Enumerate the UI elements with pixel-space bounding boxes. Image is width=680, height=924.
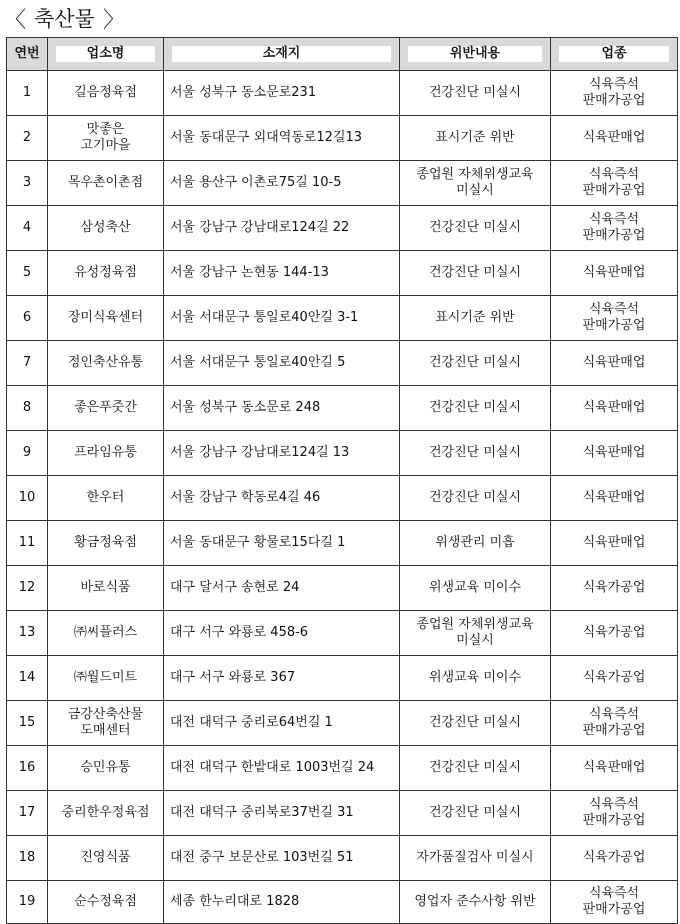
cell-address: 서울 강남구 강남대로124길 22 xyxy=(164,206,400,251)
cell-business-name: 삼성축산 xyxy=(48,206,164,251)
cell-row-number: 6 xyxy=(7,296,48,341)
cell-address: 서울 강남구 학동로4길 46 xyxy=(164,476,400,521)
cell-row-number: 8 xyxy=(7,386,48,431)
cell-violation: 건강진단 미실시 xyxy=(400,251,551,296)
cell-row-number: 18 xyxy=(7,836,48,881)
cell-row-number: 16 xyxy=(7,746,48,791)
table-row xyxy=(7,791,678,836)
cell-business-name: 맛좋은 고기마을 xyxy=(48,116,164,161)
cell-row-number: 12 xyxy=(7,566,48,611)
cell-business-type: 식육즉석 판매가공업 xyxy=(551,881,678,924)
table-row xyxy=(7,71,678,116)
cell-address: 대구 서구 와룡로 458-6 xyxy=(164,611,400,656)
cell-address: 서울 동대문구 외대역동로12길13 xyxy=(164,116,400,161)
cell-business-type: 식육판매업 xyxy=(551,521,678,566)
cell-business-type: 식육판매업 xyxy=(551,116,678,161)
cell-business-name: 목우촌이촌점 xyxy=(48,161,164,206)
cell-violation: 표시기준 위반 xyxy=(400,116,551,161)
chevron-right-icon[interactable]: 〉 xyxy=(102,7,125,33)
cell-violation: 건강진단 미실시 xyxy=(400,476,551,521)
table-header-row xyxy=(7,38,678,71)
table-body xyxy=(7,71,678,924)
cell-address: 서울 성북구 동소문로231 xyxy=(164,71,400,116)
table-row xyxy=(7,386,678,431)
cell-business-name: 순수정육점 xyxy=(48,881,164,924)
column-header-no: 연번 xyxy=(7,38,48,71)
cell-row-number: 17 xyxy=(7,791,48,836)
cell-violation: 종업원 자체위생교육 미실시 xyxy=(400,161,551,206)
table-row xyxy=(7,881,678,924)
cell-row-number: 2 xyxy=(7,116,48,161)
page-title: 축산물 xyxy=(34,7,95,31)
cell-violation: 건강진단 미실시 xyxy=(400,386,551,431)
cell-violation: 위생교육 미이수 xyxy=(400,566,551,611)
cell-business-type: 식육판매업 xyxy=(551,341,678,386)
cell-address: 서울 서대문구 통일로40안길 5 xyxy=(164,341,400,386)
cell-business-name: 바로식품 xyxy=(48,566,164,611)
cell-row-number: 5 xyxy=(7,251,48,296)
cell-violation: 표시기준 위반 xyxy=(400,296,551,341)
cell-row-number: 11 xyxy=(7,521,48,566)
cell-business-name: 장미식육센터 xyxy=(48,296,164,341)
cell-business-name: ㈜월드미트 xyxy=(48,656,164,701)
table-row xyxy=(7,836,678,881)
cell-business-type: 식육가공업 xyxy=(551,566,678,611)
cell-violation: 건강진단 미실시 xyxy=(400,791,551,836)
cell-address: 대구 서구 와룡로 367 xyxy=(164,656,400,701)
cell-violation: 건강진단 미실시 xyxy=(400,746,551,791)
table-row xyxy=(7,746,678,791)
table-row xyxy=(7,341,678,386)
cell-address: 서울 강남구 논현동 144-13 xyxy=(164,251,400,296)
table-row xyxy=(7,206,678,251)
cell-violation: 건강진단 미실시 xyxy=(400,701,551,746)
cell-address: 대구 달서구 송현로 24 xyxy=(164,566,400,611)
cell-business-type: 식육판매업 xyxy=(551,431,678,476)
column-header-business-type: 업종 xyxy=(551,38,678,71)
cell-business-type: 식육판매업 xyxy=(551,386,678,431)
cell-violation: 위생관리 미흡 xyxy=(400,521,551,566)
cell-business-name: 중리한우정육점 xyxy=(48,791,164,836)
cell-row-number: 10 xyxy=(7,476,48,521)
column-header-name: 업소명 xyxy=(48,38,164,71)
cell-business-type: 식육판매업 xyxy=(551,746,678,791)
cell-violation: 위생교육 미이수 xyxy=(400,656,551,701)
cell-business-type: 식육가공업 xyxy=(551,656,678,701)
cell-row-number: 14 xyxy=(7,656,48,701)
page-header xyxy=(4,4,125,32)
cell-address: 서울 성북구 동소문로 248 xyxy=(164,386,400,431)
cell-business-name: ㈜씨플러스 xyxy=(48,611,164,656)
cell-business-name: 황금정육점 xyxy=(48,521,164,566)
cell-address: 세종 한누리대로 1828 xyxy=(164,881,400,924)
cell-address: 대전 대덕구 중리북로37번길 31 xyxy=(164,791,400,836)
table-row xyxy=(7,476,678,521)
cell-business-name: 금강산축산물 도매센터 xyxy=(48,701,164,746)
column-header-address: 소재지 xyxy=(164,38,400,71)
cell-address: 서울 동대문구 황물로15다길 1 xyxy=(164,521,400,566)
table-row xyxy=(7,656,678,701)
cell-business-name: 진영식품 xyxy=(48,836,164,881)
cell-violation: 건강진단 미실시 xyxy=(400,431,551,476)
cell-violation: 자가품질검사 미실시 xyxy=(400,836,551,881)
cell-violation: 종업원 자체위생교육 미실시 xyxy=(400,611,551,656)
cell-violation: 건강진단 미실시 xyxy=(400,341,551,386)
cell-business-type: 식육즉석 판매가공업 xyxy=(551,206,678,251)
cell-row-number: 3 xyxy=(7,161,48,206)
cell-business-name: 좋은푸줏간 xyxy=(48,386,164,431)
cell-business-name: 승민유통 xyxy=(48,746,164,791)
cell-row-number: 13 xyxy=(7,611,48,656)
cell-business-type: 식육즉석 판매가공업 xyxy=(551,791,678,836)
cell-address: 서울 용산구 이촌로75길 10-5 xyxy=(164,161,400,206)
table-row xyxy=(7,161,678,206)
cell-business-name: 유성정육점 xyxy=(48,251,164,296)
cell-business-type: 식육판매업 xyxy=(551,251,678,296)
cell-business-type: 식육가공업 xyxy=(551,836,678,881)
cell-address: 서울 강남구 강남대로124길 13 xyxy=(164,431,400,476)
table-row xyxy=(7,521,678,566)
cell-row-number: 1 xyxy=(7,71,48,116)
cell-business-type: 식육가공업 xyxy=(551,611,678,656)
cell-business-name: 한우터 xyxy=(48,476,164,521)
cell-violation: 건강진단 미실시 xyxy=(400,206,551,251)
cell-business-name: 길음정육점 xyxy=(48,71,164,116)
cell-business-type: 식육판매업 xyxy=(551,476,678,521)
cell-row-number: 7 xyxy=(7,341,48,386)
cell-address: 대전 대덕구 중리로64번길 1 xyxy=(164,701,400,746)
cell-address: 대전 대덕구 한밭대로 1003번길 24 xyxy=(164,746,400,791)
cell-business-name: 프라임유통 xyxy=(48,431,164,476)
cell-address: 서울 서대문구 통일로40안길 3-1 xyxy=(164,296,400,341)
table-row xyxy=(7,701,678,746)
cell-business-name: 정인축산유통 xyxy=(48,341,164,386)
cell-row-number: 19 xyxy=(7,881,48,924)
cell-business-type: 식육즉석 판매가공업 xyxy=(551,161,678,206)
table-row xyxy=(7,431,678,476)
cell-violation: 건강진단 미실시 xyxy=(400,71,551,116)
cell-business-type: 식육즉석 판매가공업 xyxy=(551,296,678,341)
cell-business-type: 식육즉석 판매가공업 xyxy=(551,701,678,746)
column-header-violation: 위반내용 xyxy=(400,38,551,71)
table-row xyxy=(7,116,678,161)
cell-business-type: 식육즉석 판매가공업 xyxy=(551,71,678,116)
table-row xyxy=(7,296,678,341)
cell-row-number: 4 xyxy=(7,206,48,251)
table-row xyxy=(7,566,678,611)
cell-row-number: 15 xyxy=(7,701,48,746)
cell-row-number: 9 xyxy=(7,431,48,476)
cell-address: 대전 중구 보문산로 103번길 51 xyxy=(164,836,400,881)
table-row xyxy=(7,611,678,656)
table-row xyxy=(7,251,678,296)
chevron-left-icon[interactable]: 〈 xyxy=(4,7,27,33)
cell-violation: 영업자 준수사항 위반 xyxy=(400,881,551,924)
violations-table xyxy=(6,37,678,924)
